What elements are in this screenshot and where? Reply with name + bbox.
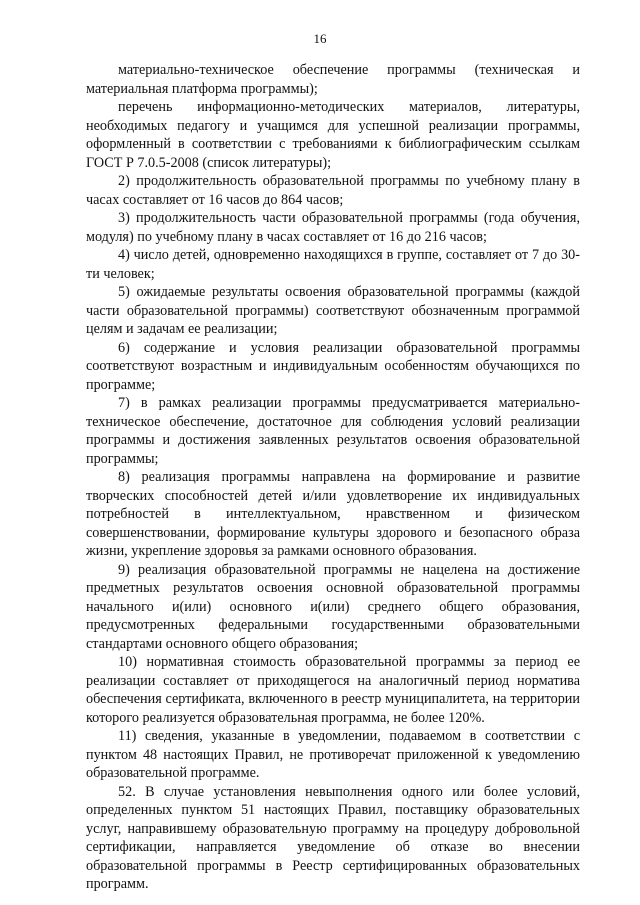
paragraph-material-support: материально-техническое обеспечение программы (техническая и материальная платформа программы);: [86, 62, 580, 97]
paragraph-condition-9: 9) реализация образовательной программы не нацелена на достижение предметных результатов освоения основной образовательной программы начального и(или) основного и(или) среднего общего образования, предусмотренных федеральными государственными образовательными стандартами основного общего образования;: [86, 561, 580, 652]
paragraph-condition-4: 4) число детей, одновременно находящихся в группе, составляет от 7 до 30-ти человек;: [86, 247, 580, 282]
page-number: 16: [313, 31, 327, 46]
paragraph-condition-7: 7) в рамках реализации программы предусматривается материально-техническое обеспечение, достаточное для соблюдения условий реализации программы и достижения заявленных результатов освоения образовательной программы;: [86, 395, 580, 467]
paragraph-condition-3: 3) продолжительность части образовательной программы (года обучения, модуля) по учебному плану в часах составляет от 16 до 216 часов;: [86, 210, 580, 245]
body-text: [86, 61, 580, 894]
paragraph-condition-5: 5) ожидаемые результаты освоения образовательной программы (каждой части образовательной программы) соответствуют обозначенным программой целям и задачам ее реализации;: [86, 284, 580, 337]
paragraph-clause-52: 52. В случае установления невыполнения одного или более условий, определенных пунктом 51 настоящих Правил, поставщику образовательных услуг, направившему образовательную программу на процедуру добровольной сертификации, направляется уведомление об отказе во внесении образовательной программы в Реестр сертифицированных образовательных программ.: [86, 783, 580, 892]
paragraph-condition-6: 6) содержание и условия реализации образовательной программы соответствуют возрастным и индивидуальным особенностям обучающихся по программе;: [86, 339, 580, 393]
paragraph-materials-list: перечень информационно-методических материалов, литературы, необходимых педагогу и учащимся для успешной реализации программы, оформленный в соответствии с требованиями к библиографическим ссылкам ГОСТ Р 7.0.5-2008 (список литературы);: [86, 99, 580, 171]
paragraph-condition-2: 2) продолжительность образовательной программы по учебному плану в часах составляет от 16 часов до 864 часов;: [86, 173, 580, 208]
paragraph-condition-8: 8) реализация программы направлена на формирование и развитие творческих способностей детей и/или удовлетворение их индивидуальных потребностей в интеллектуальном, нравственном и физическом совершенствовании, формирование культуры здорового и безопасного образа жизни, укрепление здоровья за рамками основного образования.: [86, 469, 580, 559]
paragraph-condition-11: 11) сведения, указанные в уведомлении, подаваемом в соответствии с пунктом 48 настоящих Правил, не противоречат приложенной к уведомлению образовательной программе.: [86, 728, 580, 781]
paragraph-condition-10: 10) нормативная стоимость образовательной программы за период ее реализации составляет от приходящегося на аналогичный период норматива обеспечения сертификата, включенного в реестр муниципалитета, на территории которого реализуется образовательная программа, не более 120%.: [86, 654, 580, 726]
